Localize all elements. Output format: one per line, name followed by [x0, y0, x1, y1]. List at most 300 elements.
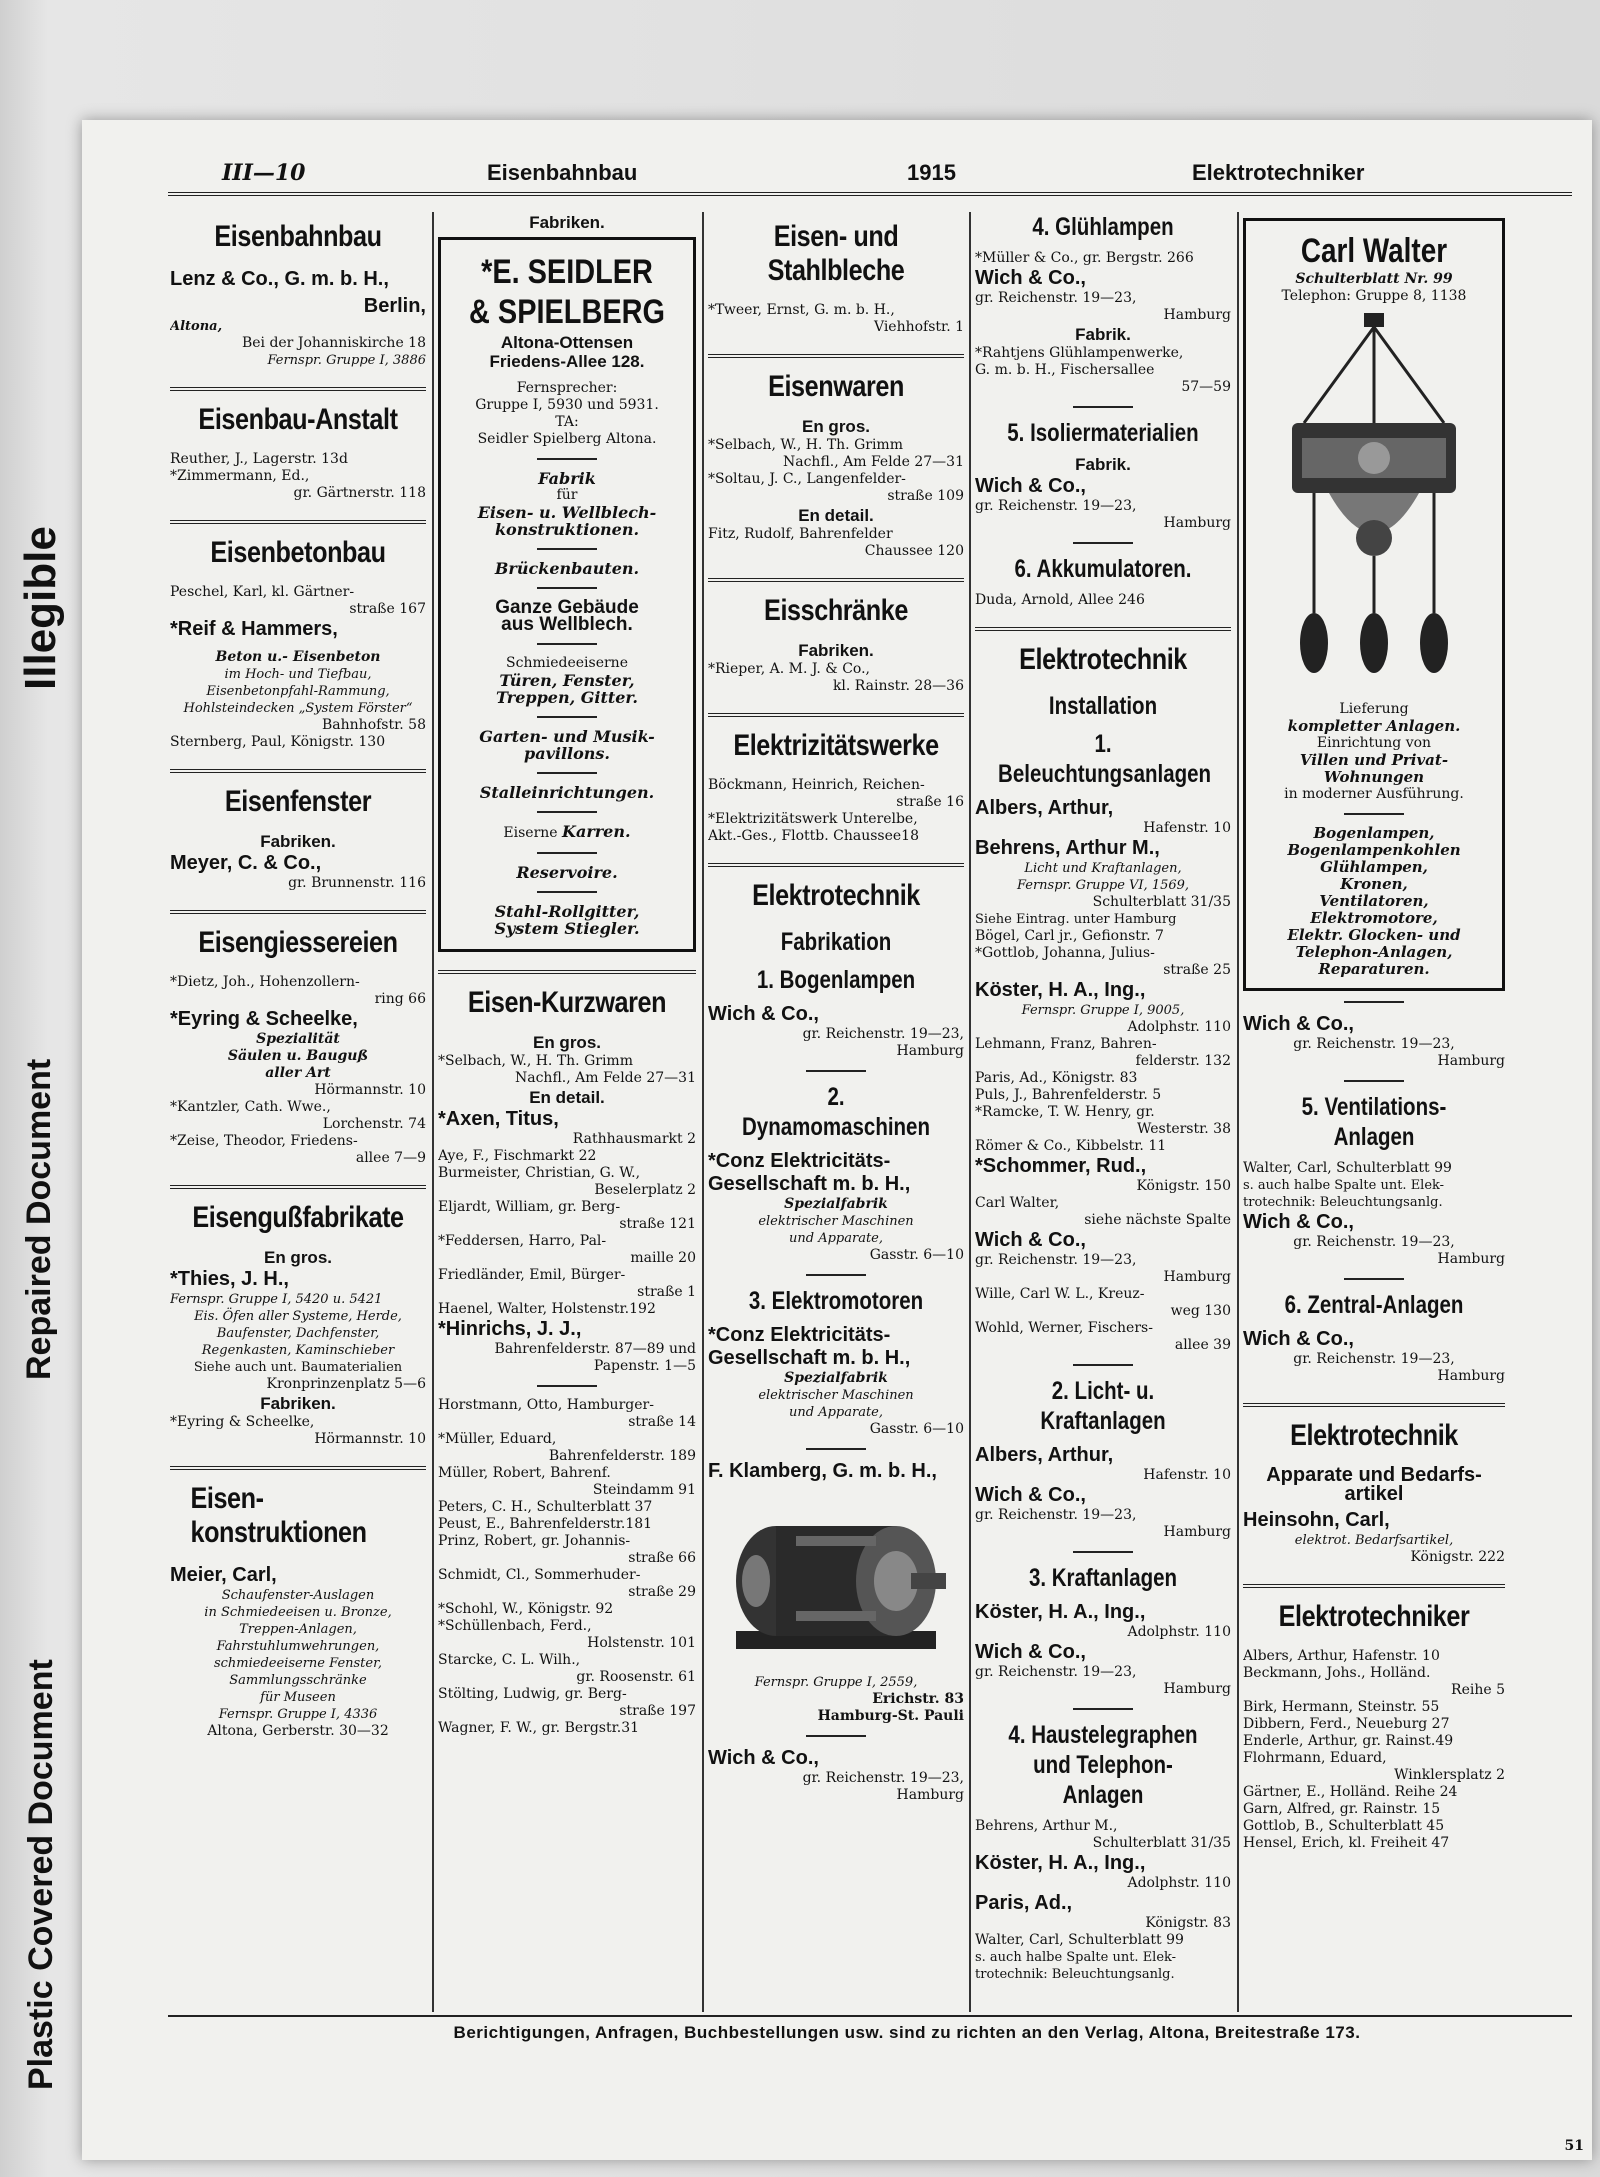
entry-rule — [1344, 1278, 1404, 1280]
chandelier-illustration — [1274, 313, 1474, 693]
entry-text: gr. Reichenstr. 19—23, — [1293, 1036, 1455, 1052]
side-label-plastic: Plastic Covered Document — [22, 1659, 60, 2090]
category-beleuchtungsanlagen: 1. Beleuchtungsanlagen — [998, 730, 1212, 788]
entry-text: Walter, Carl, Schulterblatt 99 — [1243, 1160, 1452, 1176]
ad-text: Schmiedeeiserne — [506, 655, 628, 671]
ad-text: Glühlampen, — [1320, 858, 1428, 876]
ad-title: *E. SEIDLER — [481, 253, 653, 291]
entry-text: Baufenster, Dachfenster, — [216, 1326, 380, 1341]
ad-text: Einrichtung von — [1316, 735, 1432, 751]
entry-text: trotechnik: Beleuchtungsanlg. — [1243, 1195, 1443, 1210]
entry-rule — [806, 1735, 866, 1737]
entry-text: Spezialfabrik — [784, 1370, 888, 1386]
entry-text: Aye, F., Fischmarkt 22 — [438, 1148, 597, 1164]
subheading: Fabrik. — [1075, 325, 1131, 344]
subheading: En gros. — [801, 417, 870, 436]
entry-text: Akt.-Ges., Flottb. Chaussee18 — [708, 828, 919, 844]
subheading-installation: Installation — [1048, 692, 1158, 720]
ad-text: Gruppe I, 5930 und 5931. — [475, 397, 659, 413]
entry-text: Königstr. 83 — [1145, 1915, 1231, 1931]
entry-text: straße 121 — [619, 1216, 696, 1232]
entry-text: Königstr. 222 — [1410, 1549, 1505, 1565]
heading-eisenbetonbau: Eisenbetonbau — [210, 536, 386, 569]
subheading: artikel — [1344, 1483, 1404, 1505]
entry-text: gr. Reichenstr. 19—23, — [802, 1026, 964, 1042]
entry-text: straße 66 — [628, 1550, 696, 1566]
entry-text: Hamburg — [1163, 307, 1231, 323]
ad-text: konstruktionen. — [494, 520, 640, 539]
ad-text: Treppen, Gitter. — [496, 688, 638, 707]
category-gluehlampen: 4. Glühlampen — [1032, 213, 1174, 241]
heading-eisenfenster: Eisenfenster — [224, 785, 372, 818]
ad-text: Wohnungen — [1323, 768, 1425, 786]
entry-text: G. m. b. H., Fischersallee — [975, 362, 1155, 378]
entry-text: Beselerplatz 2 — [594, 1182, 696, 1198]
entry-text: Fernspr. Gruppe I, 2559, — [754, 1675, 918, 1690]
entry-text: siehe nächste Spalte — [1084, 1212, 1231, 1228]
page-number: III—10 — [222, 160, 306, 186]
entry-text: Gasstr. 6—10 — [869, 1421, 964, 1437]
entry-rule — [1073, 1364, 1133, 1366]
footer-rule — [168, 2015, 1572, 2017]
section-rule — [170, 1466, 426, 1470]
entry-wich: Wich & Co., — [975, 267, 1086, 289]
section-rule — [170, 910, 426, 914]
entry-text: Hafenstr. 10 — [1143, 820, 1231, 836]
entry-conz: *Conz Elektricitäts- — [708, 1150, 891, 1172]
side-label-repaired: Repaired Document — [20, 1058, 58, 1380]
entry-text: Hamburg — [896, 1043, 964, 1059]
entry-text: Gesellschaft m. b. H., — [708, 1347, 911, 1369]
entry-text: Königstr. 150 — [1136, 1178, 1231, 1194]
heading-elektrotechnik-fabrikation: Elektrotechnik — [752, 879, 920, 912]
heading-elektrizitaetswerke: Elektrizitätswerke — [733, 729, 939, 762]
entry-text: gr. Roosenstr. 61 — [576, 1669, 696, 1685]
entry-text: straße 109 — [887, 488, 964, 504]
header-section: Eisenbahnbau — [487, 160, 638, 185]
section-rule — [708, 863, 964, 867]
entry-text: Adolphstr. 110 — [1127, 1875, 1231, 1891]
entry-text: *Dietz, Joh., Hohenzollern- — [170, 974, 360, 990]
entry-text: Säulen u. Bauguß — [227, 1048, 369, 1064]
section-rule — [1243, 1584, 1505, 1588]
entry-text: Flohrmann, Eduard, — [1243, 1750, 1387, 1766]
entry-text: Hafenstr. 10 — [1143, 1467, 1231, 1483]
entry-text: *Feddersen, Harro, Pal- — [438, 1233, 607, 1249]
entry-text: Bahrenfelderstr. 87—89 und — [494, 1341, 696, 1357]
column-5 — [1243, 212, 1505, 2012]
entry-text: aller Art — [265, 1065, 331, 1081]
ad-title: & SPIELBERG — [469, 293, 665, 331]
ad-text: Eisen- u. Wellblech- — [477, 503, 657, 522]
entry-text: Spezialfabrik — [784, 1196, 888, 1212]
entry-text: *Zimmermann, Ed., — [170, 468, 310, 484]
entry-text: *Selbach, W., H. Th. Grimm — [708, 437, 903, 453]
entry-behrens: Behrens, Arthur M., — [975, 837, 1160, 859]
entry-rule — [806, 1070, 866, 1072]
heading-elektrotechnik-apparate: Elektrotechnik — [1290, 1419, 1458, 1452]
entry-text: Eis. Öfen aller Systeme, Herde, — [194, 1309, 402, 1324]
entry-text: straße 25 — [1163, 962, 1231, 978]
ad-text: Schulterblatt Nr. 99 — [1295, 271, 1453, 287]
ad-text: Reparaturen. — [1318, 960, 1430, 978]
ad-text: Eiserne — [503, 825, 558, 841]
ad-text: Brückenbauten. — [494, 559, 640, 578]
ad-text: kompletter Anlagen. — [1287, 717, 1461, 735]
entry-text: Beckmann, Johs., Holländ. — [1243, 1665, 1431, 1681]
ad-text: Reservoire. — [516, 863, 618, 882]
entry-text: Nachfl., Am Felde 27—31 — [782, 454, 964, 470]
entry-text: Gottlob, B., Schulterblatt 45 — [1243, 1818, 1445, 1834]
document-page — [82, 120, 1592, 2160]
entry-rule — [1344, 1001, 1404, 1003]
ad-text: Telephon-Anlagen, — [1295, 943, 1453, 961]
entry-text: Hensel, Erich, kl. Freiheit 47 — [1243, 1835, 1450, 1851]
entry-text: Hamburg — [1437, 1251, 1505, 1267]
entry-text: Burmeister, Christian, G. W., — [438, 1165, 641, 1181]
category-licht-kraftanlagen: 2. Licht- u. Kraftanlagen — [1040, 1377, 1166, 1435]
ad-text: Fabrik — [538, 469, 596, 488]
ad-text: Stalleinrichtungen. — [479, 783, 655, 802]
entry-text: allee 7—9 — [355, 1150, 426, 1166]
column-rule — [969, 212, 971, 2012]
entry-text: Römer & Co., Kibbelstr. 11 — [975, 1138, 1167, 1154]
entry-text: Steindamm 91 — [592, 1482, 696, 1498]
section-rule — [170, 387, 426, 391]
heading-eisengiessereien: Eisengiessereien — [198, 926, 398, 959]
entry-text: Sammlungsschränke — [229, 1673, 367, 1688]
entry-text: trotechnik: Beleuchtungsanlg. — [975, 1967, 1175, 1982]
heading-eisengussfabrikate: Eisengußfabrikate — [192, 1201, 404, 1234]
entry-wich: Wich & Co., — [975, 1641, 1086, 1663]
entry-text: *Soltau, J. C., Langenfelder- — [708, 471, 906, 487]
entry-text: weg 130 — [1170, 1303, 1231, 1319]
entry-text: Birk, Hermann, Steinstr. 55 — [1243, 1699, 1440, 1715]
entry-text: Adolphstr. 110 — [1127, 1019, 1231, 1035]
entry-text: Gesellschaft m. b. H., — [708, 1173, 911, 1195]
entry-text: ring 66 — [374, 991, 426, 1007]
entry-text: Fernspr. Gruppe I, 5420 u. 5421 — [170, 1292, 383, 1307]
entry-text: *Schüllenbach, Ferd., — [438, 1618, 592, 1634]
entry-text: Horstmann, Otto, Hamburger- — [438, 1397, 654, 1413]
entry-wich: Wich & Co., — [1243, 1328, 1354, 1350]
entry-text: Puls, J., Bahrenfelderstr. 5 — [975, 1087, 1162, 1103]
ad-rule — [537, 811, 597, 813]
entry-rule — [806, 1274, 866, 1276]
entry-rule — [1073, 1551, 1133, 1553]
ad-text: Karren. — [562, 822, 631, 841]
ad-rule — [537, 852, 597, 854]
entry-rule — [1073, 406, 1133, 408]
heading-eisenkonstruktionen: Eisen-konstruktionen — [190, 1482, 367, 1549]
entry-text: gr. Reichenstr. 19—23, — [975, 1507, 1137, 1523]
subheading: En detail. — [798, 506, 874, 525]
entry-wich: Wich & Co., — [975, 1229, 1086, 1251]
entry-text: *Selbach, W., H. Th. Grimm — [438, 1053, 633, 1069]
entry-hinrichs: *Hinrichs, J. J., — [438, 1318, 582, 1340]
ad-rule — [537, 716, 597, 718]
entry-text: Schulterblatt 31/35 — [1092, 1835, 1231, 1851]
entry-text: Hamburg — [1163, 1681, 1231, 1697]
entry-text: für Museen — [260, 1690, 336, 1705]
ad-text: Elektr. Glocken- und — [1287, 926, 1461, 944]
entry-text: *Müller & Co., gr. Bergstr. 266 — [975, 250, 1194, 266]
entry-text: Hamburg — [1163, 515, 1231, 531]
entry-text: Bahrenfelderstr. 189 — [548, 1448, 696, 1464]
entry-text: gr. Reichenstr. 19—23, — [975, 498, 1137, 514]
section-rule — [708, 713, 964, 717]
entry-text: gr. Gärtnerstr. 118 — [293, 485, 426, 501]
entry-axen: *Axen, Titus, — [438, 1108, 559, 1130]
entry-text: Lorchenstr. 74 — [322, 1116, 426, 1132]
entry-lenz: Lenz & Co., G. m. b. H., — [170, 268, 389, 290]
ad-text: Telephon: Gruppe 8, 1138 — [1281, 288, 1467, 304]
seidler-spielberg-ad — [438, 237, 696, 952]
page-header — [192, 160, 1532, 190]
entry-text: straße 1 — [637, 1284, 696, 1300]
entry-text: Lehmann, Franz, Bahren- — [975, 1036, 1157, 1052]
entry-text: Papenstr. 1—5 — [593, 1358, 696, 1374]
ad-text: Altona-Ottensen — [500, 333, 634, 352]
ad-text: Ventilatoren, — [1319, 892, 1429, 910]
entry-text: Schulterblatt 31/35 — [1092, 894, 1231, 910]
section-rule — [708, 354, 964, 358]
entry-text: Bahnhofstr. 58 — [322, 717, 426, 733]
entry-text: und Apparate, — [789, 1231, 883, 1246]
entry-text: *Ramcke, T. W. Henry, gr. — [975, 1104, 1155, 1120]
ad-text: Bogenlampen, — [1313, 824, 1435, 842]
entry-text: Fernspr. Gruppe I, 4336 — [218, 1707, 378, 1722]
entry-text: Garn, Alfred, gr. Rainstr. 15 — [1243, 1801, 1441, 1817]
subheading: Fabriken. — [529, 213, 605, 232]
category-ventilations-anlagen: 5. Ventilations-Anlagen — [1301, 1093, 1447, 1151]
entry-text: Böckmann, Heinrich, Reichen- — [708, 777, 925, 793]
entry-text: maille 20 — [630, 1250, 696, 1266]
entry-text: Sternberg, Paul, Königstr. 130 — [170, 734, 386, 750]
entry-text: Friedländer, Emil, Bürger- — [438, 1267, 626, 1283]
entry-text: Beton u.- Eisenbeton — [215, 649, 381, 665]
entry-text: *Tweer, Ernst, G. m. b. H., — [708, 302, 895, 318]
entry-text: Licht und Kraftanlagen, — [1024, 861, 1182, 876]
entry-text: Altona, Gerberstr. 30—32 — [207, 1723, 389, 1739]
entry-klamberg: F. Klamberg, G. m. b. H., — [708, 1460, 937, 1482]
entry-meyer: Meyer, C. & Co., — [170, 852, 322, 874]
entry-text: Holstenstr. 101 — [587, 1635, 696, 1651]
ad-text: Kronen, — [1340, 875, 1408, 893]
ad-text: Seidler Spielberg Altona. — [477, 431, 657, 447]
entry-text: gr. Reichenstr. 19—23, — [1293, 1351, 1455, 1367]
entry-text: *Zeise, Theodor, Friedens- — [170, 1133, 358, 1149]
entry-text: Adolphstr. 110 — [1127, 1624, 1231, 1640]
entry-text: *Kantzler, Cath. Wwe., — [170, 1099, 331, 1115]
subheading: En gros. — [263, 1248, 332, 1267]
entry-text: Peust, E., Bahrenfelderstr.181 — [438, 1516, 653, 1532]
entry-text: Bögel, Carl jr., Gefionstr. 7 — [975, 928, 1164, 944]
entry-text: Behrens, Arthur M., — [975, 1818, 1118, 1834]
entry-text: allee 39 — [1174, 1337, 1231, 1353]
entry-text: Winklersplatz 2 — [1394, 1767, 1505, 1783]
carl-walter-ad — [1243, 218, 1505, 991]
entry-paris: Paris, Ad., — [975, 1892, 1073, 1914]
entry-text: *Eyring & Scheelke, — [170, 1414, 315, 1430]
side-label-illegible: Illegible — [16, 526, 65, 690]
section-rule — [170, 1185, 426, 1189]
entry-text: Hamburg-St. Pauli — [817, 1708, 964, 1724]
entry-text: Hohlsteindecken „System Förster“ — [183, 701, 413, 716]
ad-text: Bogenlampenkohlen — [1287, 841, 1461, 859]
section-rule — [438, 970, 696, 974]
entry-text: Gärtner, E., Holländ. Reihe 24 — [1243, 1784, 1458, 1800]
ad-text: Garten- und Musik- — [479, 727, 655, 746]
heading-eisenwaren: Eisenwaren — [768, 370, 904, 403]
entry-koester: Köster, H. A., Ing., — [975, 1601, 1146, 1623]
entry-text: Walter, Carl, Schulterblatt 99 — [975, 1932, 1184, 1948]
column-4 — [975, 212, 1231, 2012]
ad-rule — [537, 772, 597, 774]
subheading: Fabriken. — [260, 832, 336, 851]
ad-title: Carl Walter — [1300, 232, 1448, 270]
category-elektromotoren: 3. Elektromotoren — [748, 1287, 924, 1315]
entry-text: *Müller, Eduard, — [438, 1431, 557, 1447]
section-rule — [975, 627, 1231, 631]
entry-reif-hammers: *Reif & Hammers, — [170, 618, 338, 640]
column-rule — [432, 212, 434, 2012]
side-labels — [10, 0, 90, 2177]
electric-motor-illustration — [716, 1491, 956, 1666]
entry-eyring: *Eyring & Scheelke, — [170, 1008, 358, 1030]
entry-text: gr. Reichenstr. 19—23, — [1293, 1234, 1455, 1250]
entry-text: Viehhofstr. 1 — [873, 319, 964, 335]
subheading-fabrikation: Fabrikation — [780, 928, 892, 956]
entry-text: elektrot. Bedarfsartikel, — [1294, 1533, 1454, 1548]
entry-text: Haenel, Walter, Holstenstr.192 — [438, 1301, 656, 1317]
entry-text: Fernspr. Gruppe I, 3886 — [267, 353, 426, 368]
entry-rule — [1073, 542, 1133, 544]
heading-eisen-stahlbleche: Eisen- und Stahlbleche — [767, 220, 905, 287]
entry-text: im Hoch- und Tiefbau, — [224, 667, 372, 682]
subheading: Fabriken. — [260, 1394, 336, 1413]
ad-text: pavillons. — [524, 744, 610, 763]
entry-text: Siehe Eintrag. unter Hamburg — [975, 912, 1177, 927]
entry-text: gr. Reichenstr. 19—23, — [975, 1664, 1137, 1680]
heading-elektrotechnik-installation: Elektrotechnik — [1019, 643, 1187, 676]
entry-text: Hamburg — [896, 1787, 964, 1803]
entry-text: Nachfl., Am Felde 27—31 — [514, 1070, 696, 1086]
entry-text: Eljardt, William, gr. Berg- — [438, 1199, 621, 1215]
entry-text: und Apparate, — [789, 1405, 883, 1420]
entry-text: Stölting, Ludwig, gr. Berg- — [438, 1686, 627, 1702]
entry-text: Reuther, J., Lagerstr. 13d — [170, 451, 348, 467]
category-bogenlampen: 1. Bogenlampen — [756, 966, 916, 994]
entry-text: elektrischer Maschinen — [758, 1214, 914, 1229]
entry-albers: Albers, Arthur, — [975, 797, 1114, 819]
entry-text: *Elektrizitätswerk Unterelbe, — [708, 811, 918, 827]
entry-text: Fernspr. Gruppe I, 9005, — [1021, 1003, 1185, 1018]
entry-text: straße 167 — [349, 601, 426, 617]
subheading: En gros. — [532, 1033, 601, 1052]
entry-wich: Wich & Co., — [708, 1003, 819, 1025]
entry-text: Eisenbetonpfahl-Rammung, — [206, 684, 390, 699]
entry-text: gr. Reichenstr. 19—23, — [975, 290, 1137, 306]
ad-rule — [537, 891, 597, 893]
entry-text: Siehe auch unt. Baumaterialien — [193, 1360, 403, 1375]
ad-rule — [537, 643, 597, 645]
entry-text: Duda, Arnold, Allee 246 — [975, 592, 1145, 608]
entry-text: gr. Brunnenstr. 116 — [288, 875, 426, 891]
category-kraftanlagen: 3. Kraftanlagen — [1028, 1564, 1178, 1592]
entry-text: Reihe 5 — [1451, 1682, 1505, 1698]
heading-eisen-kurzwaren: Eisen-Kurzwaren — [467, 986, 667, 1019]
heading-eisenbahnbau: Eisenbahnbau — [214, 220, 382, 253]
entry-wich: Wich & Co., — [708, 1747, 819, 1769]
ad-text: Villen und Privat- — [1299, 751, 1449, 769]
entry-text: Hamburg — [1437, 1053, 1505, 1069]
ad-text: Ganze Gebäude — [495, 597, 639, 618]
entry-text: Chaussee 120 — [864, 543, 964, 559]
entry-koester: Köster, H. A., Ing., — [975, 1852, 1146, 1874]
ad-text: Lieferung — [1339, 701, 1409, 717]
subheading: Fabrik. — [1075, 455, 1131, 474]
column-rule — [1237, 212, 1239, 2012]
entry-text: kl. Rainstr. 28—36 — [832, 678, 964, 694]
entry-text: Hamburg — [1437, 1368, 1505, 1384]
category-isoliermaterialien: 5. Isoliermaterialien — [1007, 419, 1199, 447]
entry-rule — [806, 1448, 866, 1450]
entry-text: *Gottlob, Johanna, Julius- — [975, 945, 1155, 961]
entry-text: Albers, Arthur, Hafenstr. 10 — [1243, 1648, 1440, 1664]
entry-wich: Wich & Co., — [1243, 1211, 1354, 1233]
entry-text: Müller, Robert, Bahrenf. — [438, 1465, 611, 1481]
entry-wich: Wich & Co., — [975, 475, 1086, 497]
category-zentral-anlagen: 6. Zentral-Anlagen — [1284, 1291, 1464, 1319]
ad-text: Stahl-Rollgitter, — [494, 902, 640, 921]
entry-text: Prinz, Robert, gr. Johannis- — [438, 1533, 631, 1549]
entry-text: Paris, Ad., Königstr. 83 — [975, 1070, 1138, 1086]
entry-wich: Wich & Co., — [1243, 1013, 1354, 1035]
ad-text: Türen, Fenster, — [499, 671, 635, 690]
section-rule — [170, 769, 426, 773]
section-rule — [170, 520, 426, 524]
ad-rule — [537, 587, 597, 589]
entry-text: Hörmannstr. 10 — [314, 1431, 426, 1447]
entry-text: Regenkasten, Kaminschieber — [201, 1343, 395, 1358]
subheading: Fabriken. — [798, 641, 874, 660]
entry-rule — [1344, 1080, 1404, 1082]
ad-text: in moderner Ausführung. — [1284, 786, 1464, 802]
entry-text: *Schohl, W., Königstr. 92 — [438, 1601, 614, 1617]
entry-text: straße 16 — [896, 794, 964, 810]
entry-text: Rathhausmarkt 2 — [572, 1131, 696, 1147]
entry-text: Westerstr. 38 — [1136, 1121, 1231, 1137]
column-rule — [702, 212, 704, 2012]
entry-text: in Schmiedeeisen u. Bronze, — [204, 1605, 392, 1620]
heading-eisschraenke: Eisschränke — [764, 594, 908, 627]
entry-text: Enderle, Arthur, gr. Rainst.49 — [1243, 1733, 1454, 1749]
ad-text: Fernsprecher: — [516, 380, 618, 396]
entry-heinsohn: Heinsohn, Carl, — [1243, 1509, 1390, 1531]
entry-text: s. auch halbe Spalte unt. Elek- — [975, 1950, 1177, 1965]
ad-rule — [537, 458, 597, 460]
entry-text: Gasstr. 6—10 — [869, 1247, 964, 1263]
entry-wich: Wich & Co., — [975, 1484, 1086, 1506]
entry-text: Kronprinzenplatz 5—6 — [266, 1376, 426, 1392]
entry-rule — [1073, 1708, 1133, 1710]
entry-rule — [537, 1385, 597, 1387]
column-3 — [708, 212, 964, 2012]
entry-text: Peters, C. H., Schulterblatt 37 — [438, 1499, 653, 1515]
entry-koester: Köster, H. A., Ing., — [975, 979, 1146, 1001]
entry-text: straße 14 — [628, 1414, 696, 1430]
